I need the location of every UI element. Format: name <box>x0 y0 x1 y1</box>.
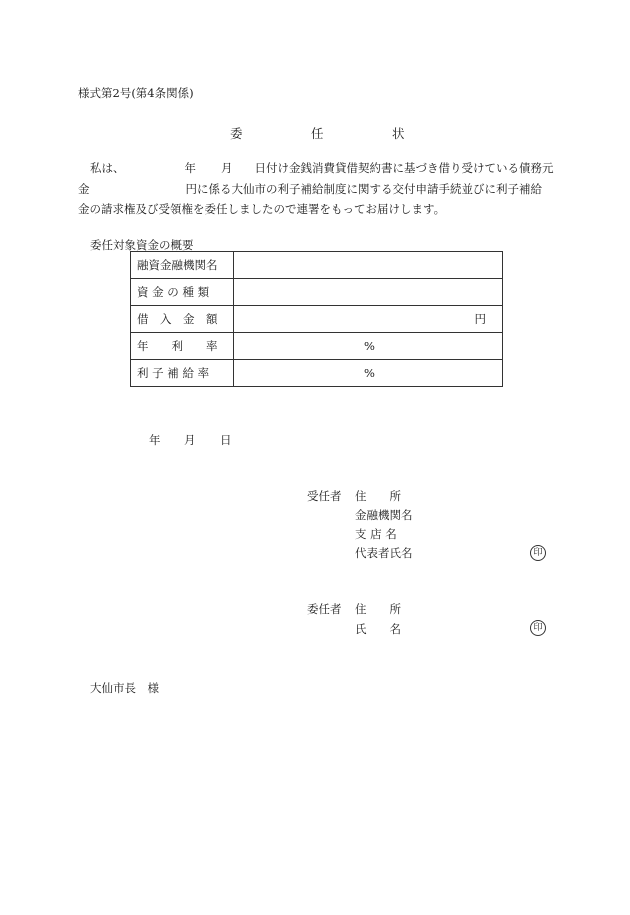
body-line-1 <box>78 160 554 176</box>
form-number: 様式第2号(第4条関係) <box>78 86 194 100</box>
title-char-3: 状 <box>392 126 405 141</box>
row-value-loan-amount[interactable] <box>234 306 503 333</box>
unit-percent: % <box>364 366 375 380</box>
agent-bank-label: 金融機関名 <box>355 508 413 522</box>
principal-name-label: 氏 名 <box>355 622 401 636</box>
row-value-bank[interactable] <box>234 252 503 279</box>
overview-table <box>130 251 503 387</box>
row-label-loan-amount: 借 入 金 額 <box>131 306 234 333</box>
body-line-2 <box>78 181 542 197</box>
body-line-3: 金の請求権及び受領権を委任しましたので連署をもってお届けします。 <box>78 202 446 216</box>
body-year: 年 <box>184 161 196 175</box>
principal-role: 委任者 <box>307 602 342 616</box>
row-label-bank: 融資金融機関名 <box>131 252 234 279</box>
table-row <box>131 306 503 333</box>
row-label-interest-rate: 年 利 率 <box>131 333 234 360</box>
body-money-label: 金 <box>78 182 90 196</box>
table-row <box>131 333 503 360</box>
table-row <box>131 279 503 306</box>
agent-address-label: 住 所 <box>355 489 401 503</box>
agent-branch-label: 支 店 名 <box>355 527 397 541</box>
date-day: 日 <box>220 433 232 447</box>
addressee: 大仙市長 様 <box>90 681 159 695</box>
unit-yen: 円 <box>474 312 486 326</box>
row-value-subsidy-rate[interactable] <box>234 360 503 387</box>
body-line1-end: 日付け金銭消費貸借契約書に基づき借り受けている債務元 <box>254 161 554 175</box>
title-char-1: 委 <box>230 126 243 141</box>
agent-role: 受任者 <box>307 489 342 503</box>
title-char-2: 任 <box>311 126 324 141</box>
row-label-fund-type: 資 金 の 種 類 <box>131 279 234 306</box>
table-row <box>131 252 503 279</box>
overview-heading: 委任対象資金の概要 <box>90 238 194 252</box>
principal-address-label: 住 所 <box>355 602 401 616</box>
row-value-interest-rate[interactable] <box>234 333 503 360</box>
date-month: 月 <box>184 433 196 447</box>
agent-seal-icon: 印 <box>530 545 546 561</box>
date-year: 年 <box>149 433 161 447</box>
body-intro: 私は、 <box>90 161 125 175</box>
table-row <box>131 360 503 387</box>
body-month: 月 <box>221 161 233 175</box>
agent-rep-label: 代表者氏名 <box>355 546 413 560</box>
row-label-subsidy-rate: 利 子 補 給 率 <box>131 360 234 387</box>
unit-percent: % <box>364 339 375 353</box>
principal-seal-icon: 印 <box>530 620 546 636</box>
row-value-fund-type[interactable] <box>234 279 503 306</box>
body-line2-end: 円に係る大仙市の利子補給制度に関する交付申請手続並びに利子補給 <box>185 182 542 196</box>
